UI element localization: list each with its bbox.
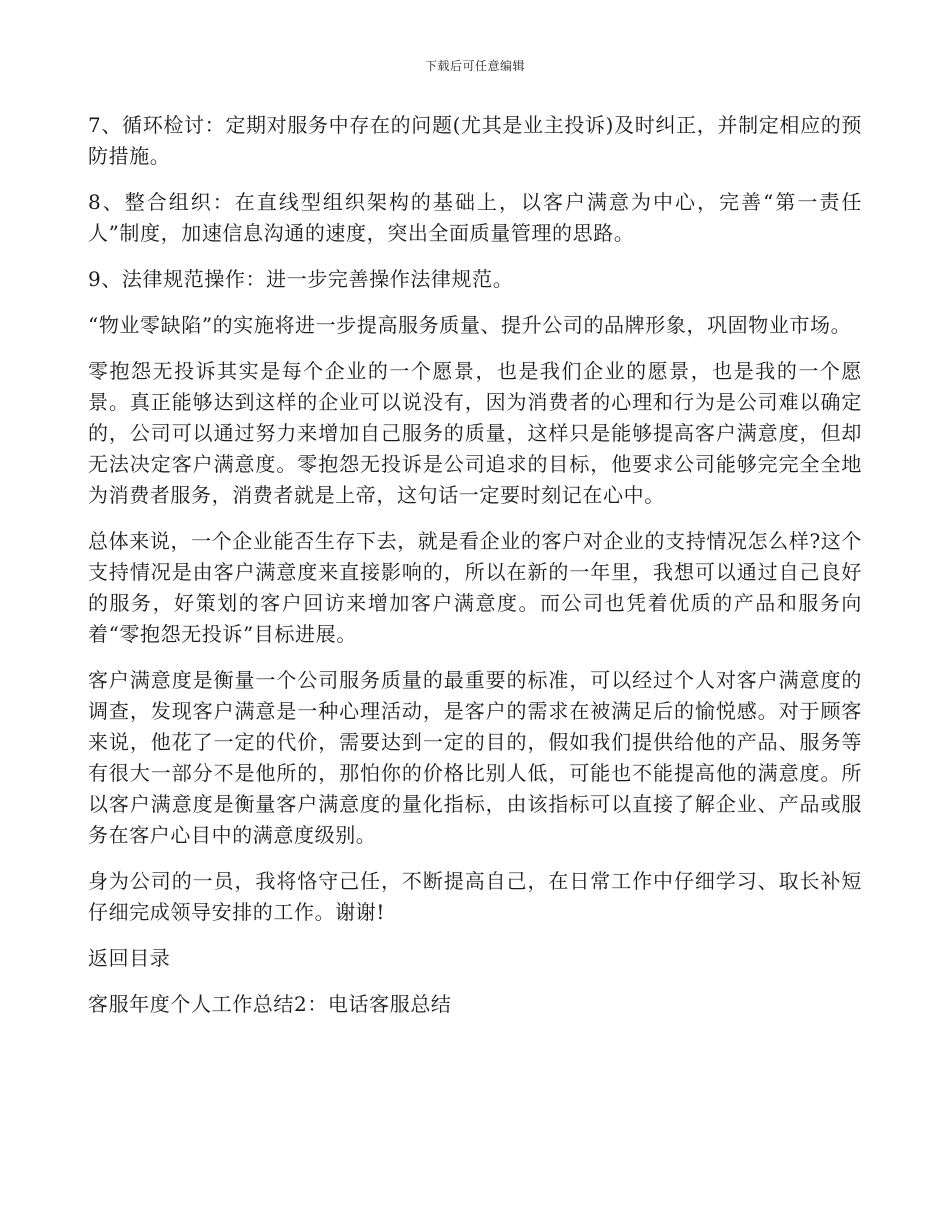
paragraph-zero-defect: “物业零缺陷”的实施将进一步提高服务质量、提升公司的品牌形象，巩固物业市场。 xyxy=(88,313,852,337)
paragraph-zero-complaint: 零抱怨无投诉其实是每个企业的一个愿景，也是我们企业的愿景，也是我的一个愿景。真正能够达到这样的企业可以说没有，因为消费者的心理和行为是公司难以确定的，公司可以通过努力来增加自己服务的质量，这样只是能够提高客户满意度，但却无法决定客户满意度。零抱怨无投诉是公司追求的目标，他要求公司能够完完全全地为消费者服务，消费者就是上帝，这句话一定要时刻记在心中。 xyxy=(88,359,862,507)
page-header: 下载后可任意编辑 xyxy=(424,59,525,73)
back-to-toc-link[interactable]: 返回目录 xyxy=(88,946,171,970)
paragraph-item-9: 9、法律规范操作：进一步完善操作法律规范。 xyxy=(88,267,514,291)
document-body xyxy=(88,110,862,1035)
paragraph-item-7: 7、循环检讨：定期对服务中存在的问题(尤其是业主投诉)及时纠正，并制定相应的预防措施。 xyxy=(88,113,862,168)
section-heading-2: 客服年度个人工作总结2：电话客服总结 xyxy=(88,992,452,1016)
paragraph-overall: 总体来说，一个企业能否生存下去，就是看企业的客户对企业的支持情况怎么样?这个支持情况是由客户满意度来直接影响的，所以在新的一年里，我想可以通过自己良好的服务，好策划的客户回访来增加客户满意度。而公司也凭着优质的产品和服务向着“零抱怨无投诉”目标进展。 xyxy=(88,529,862,646)
paragraph-closing: 身为公司的一员，我将恪守己任，不断提高自己，在日常工作中仔细学习、取长补短仔细完成领导安排的工作。谢谢! xyxy=(88,869,862,924)
paragraph-satisfaction: 客户满意度是衡量一个公司服务质量的最重要的标准，可以经过个人对客户满意度的调查，发现客户满意是一种心理活动，是客户的需求在被满足后的愉悦感。对于顾客来说，他花了一定的代价，需要达到一定的目的，假如我们提供给他的产品、服务等有很大一部分不是他所的，那怕你的价格比别人低，可能也不能提高他的满意度。所以客户满意度是衡量客户满意度的量化指标，由该指标可以直接了解企业、产品或服务在客户心目中的满意度级别。 xyxy=(88,668,862,847)
paragraph-item-8: 8、整合组织：在直线型组织架构的基础上，以客户满意为中心，完善“第一责任人”制度，加速信息沟通的速度，突出全面质量管理的思路。 xyxy=(88,190,862,245)
